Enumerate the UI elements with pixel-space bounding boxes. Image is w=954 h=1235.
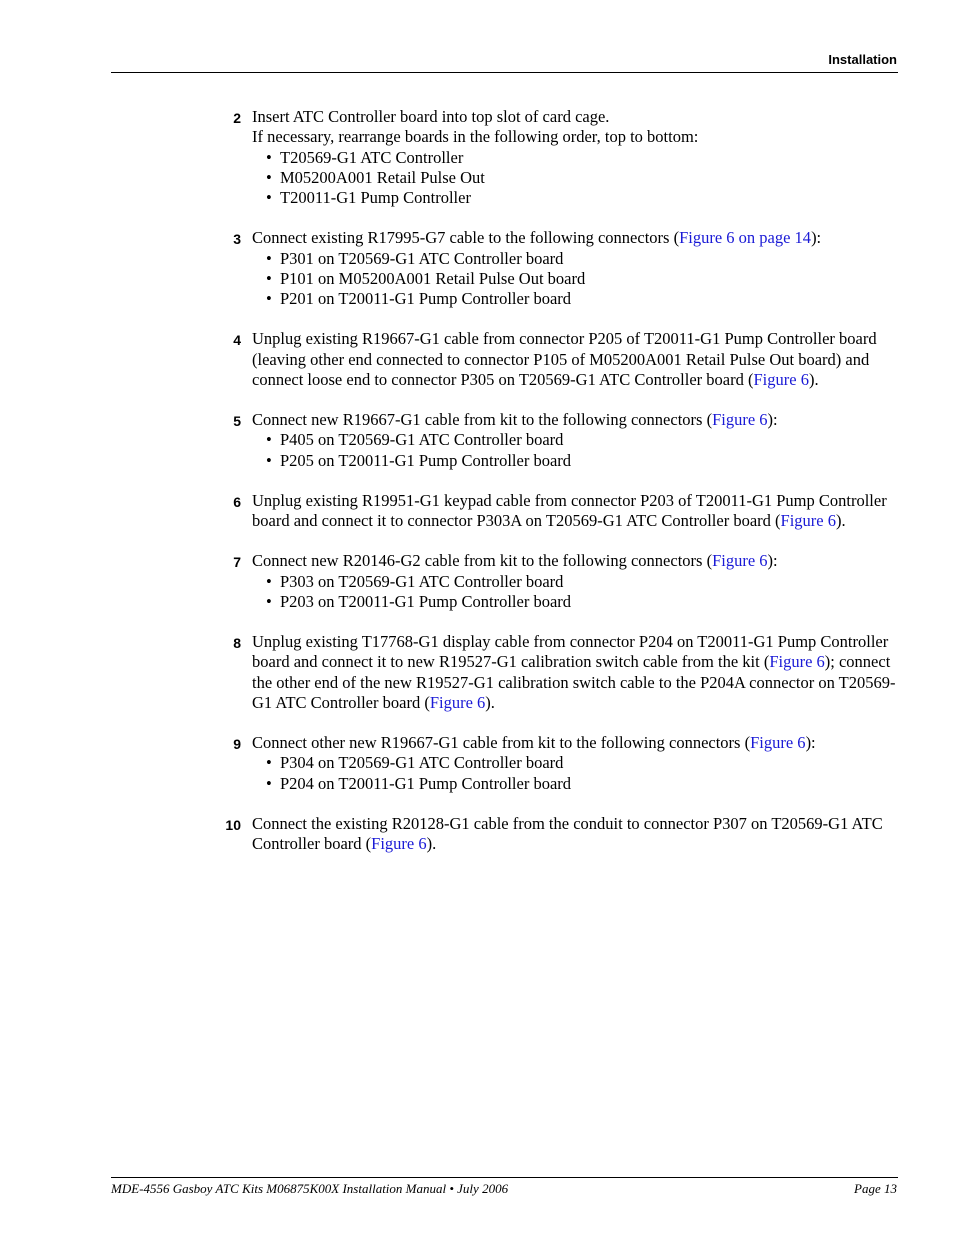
step-number: 5 xyxy=(233,413,241,429)
step-text-segment: Connect the existing R20128-G1 cable from the conduit to connector P307 on T20569-G1 ATC Controller board ( xyxy=(252,813,883,853)
connector-list xyxy=(252,249,900,310)
header-rule xyxy=(111,72,898,73)
step-5 xyxy=(220,410,900,471)
list-item: • P205 on T20011-G1 Pump Controller board xyxy=(252,451,900,471)
step-text xyxy=(252,551,900,571)
connector-list xyxy=(252,572,900,613)
connector-list xyxy=(252,753,900,794)
list-item: • P204 on T20011-G1 Pump Controller board xyxy=(252,774,900,794)
step-text-segment: If necessary, rearrange boards in the following order, top to bottom: xyxy=(252,127,699,147)
step-text xyxy=(252,228,900,248)
step-text-segment: ); connect the other end of the new R19527-G1 calibration switch cable to the P204A connector on T20569-G1 ATC Controller board ( xyxy=(252,652,896,712)
step-text xyxy=(252,107,900,127)
connector-list xyxy=(252,430,900,471)
figure-link[interactable]: Figure 6 xyxy=(712,410,768,429)
step-2 xyxy=(220,107,900,208)
step-text-segment: ). xyxy=(835,511,846,530)
step-text xyxy=(252,329,900,390)
step-text-segment: ): xyxy=(805,733,816,752)
list-item: • P203 on T20011-G1 Pump Controller board xyxy=(252,592,900,612)
step-number: 10 xyxy=(225,816,241,833)
figure-link[interactable]: Figure 6 xyxy=(371,834,427,853)
step-text xyxy=(252,410,900,430)
step-text-segment: Connect new R19667-G1 cable from kit to the following connectors ( xyxy=(252,410,713,429)
footer-rule xyxy=(111,1177,898,1178)
step-text xyxy=(252,733,900,753)
list-item: • P304 on T20569-G1 ATC Controller board xyxy=(252,753,900,773)
step-text-segment: Unplug existing R19951-G1 keypad cable from connector P203 of T20011-G1 Pump Controller board and connect it to connector P303A on T20569-G1 ATC Controller board ( xyxy=(252,490,887,530)
step-number: 6 xyxy=(233,493,241,510)
step-number: 9 xyxy=(233,736,241,752)
step-text-segment: Unplug existing R19667-G1 cable from connector P205 of T20011-G1 Pump Controller board (leaving other end connected to connector P105 of M05200A001 Retail Pulse Out board) and connect loose end to connector P305 on T20569-G1 ATC Controller board ( xyxy=(252,329,877,389)
step-text-segment: Insert ATC Controller board into top slot of card cage. xyxy=(252,107,610,126)
step-10 xyxy=(220,814,900,855)
step-number: 4 xyxy=(233,332,241,349)
step-text-segment: Connect existing R17995-G7 cable to the following connectors ( xyxy=(252,228,680,248)
step-number: 3 xyxy=(233,231,241,248)
figure-link[interactable]: Figure 6 xyxy=(750,733,806,752)
list-item: • M05200A001 Retail Pulse Out xyxy=(252,168,900,188)
step-text-segment: ). xyxy=(426,834,437,853)
step-text-segment: ): xyxy=(767,410,778,429)
figure-link[interactable]: Figure 6 on page 14 xyxy=(679,228,812,248)
step-text xyxy=(252,632,900,713)
step-8 xyxy=(220,632,900,713)
step-number: 2 xyxy=(233,110,241,126)
figure-link[interactable]: Figure 6 xyxy=(712,551,768,571)
step-text xyxy=(252,814,900,855)
list-item: • T20011-G1 Pump Controller xyxy=(252,188,900,208)
step-text-segment: ). xyxy=(485,692,495,712)
step-6 xyxy=(220,491,900,532)
footer-page-number: Page 13 xyxy=(854,1181,897,1196)
list-item: • P101 on M05200A001 Retail Pulse Out board xyxy=(252,269,900,289)
step-9 xyxy=(220,733,900,794)
connector-list xyxy=(252,148,900,209)
step-text-segment: Unplug existing T17768-G1 display cable from connector P204 on T20011-G1 Pump Controller board and connect it to new R19527-G1 calibration switch cable from the kit ( xyxy=(252,632,889,672)
step-text-segment: Connect new R20146-G2 cable from kit to the following connectors ( xyxy=(252,551,713,571)
figure-link[interactable]: Figure 6 xyxy=(769,652,825,672)
step-number: 7 xyxy=(233,554,241,571)
footer-document-title: MDE-4556 Gasboy ATC Kits M06875K00X Installation Manual • July 2006 xyxy=(111,1181,509,1196)
list-item: • P405 on T20569-G1 ATC Controller board xyxy=(252,430,900,450)
step-text xyxy=(252,491,900,532)
step-4 xyxy=(220,329,900,390)
step-text xyxy=(252,127,900,147)
figure-link[interactable]: Figure 6 xyxy=(429,692,486,712)
step-text-segment: ). xyxy=(808,369,819,389)
list-item: • T20569-G1 ATC Controller xyxy=(252,148,900,168)
list-item: • P201 on T20011-G1 Pump Controller board xyxy=(252,289,900,309)
section-header: Installation xyxy=(828,52,897,67)
step-3 xyxy=(220,228,900,309)
figure-link[interactable]: Figure 6 xyxy=(780,511,836,530)
step-number: 8 xyxy=(233,635,241,651)
list-item: • P301 on T20569-G1 ATC Controller board xyxy=(252,249,900,269)
step-7 xyxy=(220,551,900,612)
step-text-segment: Connect other new R19667-G1 cable from kit to the following connectors ( xyxy=(252,733,751,752)
installation-steps xyxy=(220,107,900,874)
step-text-segment: ): xyxy=(811,228,822,248)
figure-link[interactable]: Figure 6 xyxy=(753,369,809,389)
step-text-segment: ): xyxy=(767,551,778,571)
list-item: • P303 on T20569-G1 ATC Controller board xyxy=(252,572,900,592)
